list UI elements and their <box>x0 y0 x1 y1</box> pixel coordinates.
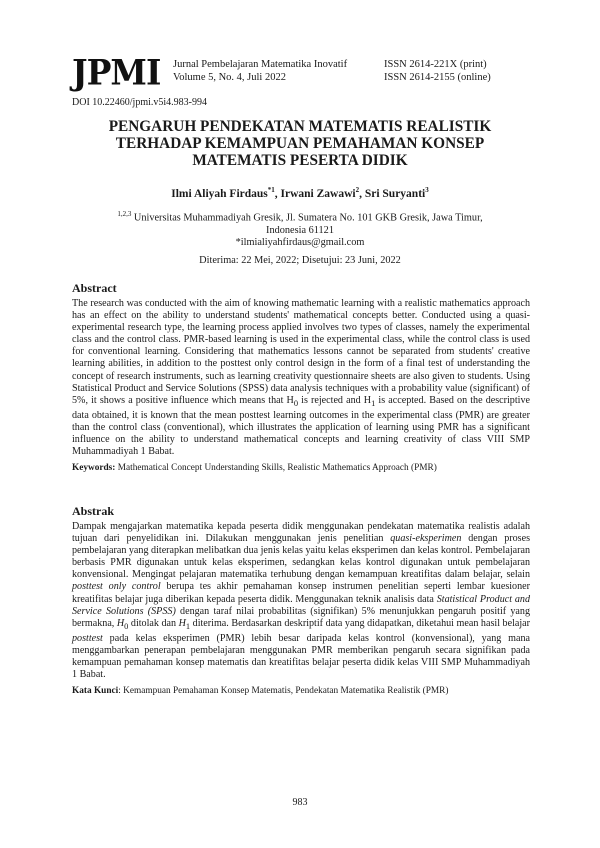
title-line: PENGARUH PENDEKATAN MATEMATIS REALISTIK <box>108 118 492 135</box>
abstrak-text: diterima. Berdasarkan deskriptif data yang didapatkan, diketahui mean hasil belajar <box>190 617 530 629</box>
title-line: MATEMATIS PESERTA DIDIK <box>192 152 408 169</box>
author: Sri Suryanti <box>364 187 426 200</box>
doi[interactable]: DOI 10.22460/jpmi.v5i4.983-994 <box>72 97 207 108</box>
abstrak-text: berupa tes akhir pemahaman konsep instrumen penelitian seperti lembar kuesioner kreatifitas belajar juga diberikan kepada peserta didik. Menggunakan teknik analisis data <box>72 581 530 605</box>
paper-title <box>80 118 520 169</box>
author-list <box>80 186 520 200</box>
separator: , <box>359 187 365 200</box>
italic-term: posttest only control <box>72 581 161 593</box>
affiliation-line <box>100 208 500 225</box>
issn-online: ISSN 2614-2155 (online) <box>384 72 491 83</box>
journal-logo: JPMI <box>72 52 161 93</box>
abstract-text: The research was conducted with the aim of knowing mathematic learning with a realistic mathematics approach has an effect on the ability to understand students' mathematical concepts better. Conducted using a quasi-experimental research type, the learning process applied involves two types of classes, namely the experimental class and the control class. PMR-based learning is used in the experimental class, while the control class is used for conventional learning. Considering that mathematics lessons cannot be separated from students' creative learning abilities, in addition to the posttest only control design in the form of a final test of understanding the concept of research instruments, such as learning creativity questionnaire sheets are also given to students. Using Statistical Product and Service Solutions (SPSS) data analysis techniques with a probability value (significant) of 5%, it shows a positive influence which means that H <box>72 298 530 406</box>
journal-header <box>72 52 542 95</box>
keywords-label: Keywords: <box>72 463 116 474</box>
subscript: 1 <box>185 621 191 631</box>
affiliation <box>100 208 500 250</box>
abstract-section <box>72 281 530 474</box>
author-sup: *1 <box>267 186 275 194</box>
issn-info <box>384 58 491 84</box>
affiliation-line: Indonesia 61121 <box>266 224 334 236</box>
author: Irwani Zawawi <box>280 187 356 200</box>
math-symbol: H <box>178 617 186 629</box>
author: Ilmi Aliyah Firdaus <box>171 187 268 200</box>
abstrak-body <box>72 521 530 681</box>
italic-term: quasi-eksperimen <box>390 533 462 545</box>
journal-name: Jurnal Pembelajaran Matematika Inovatif <box>173 59 348 70</box>
kata-kunci-text: : Kemampuan Pemahaman Konsep Matematis, Pendekatan Matematika Realistik (PMR) <box>118 686 449 697</box>
abstrak-section <box>72 504 530 697</box>
author-email[interactable]: *ilmialiyahfirdaus@gmail.com <box>235 237 365 249</box>
abstrak-text: ditolak dan <box>128 617 179 629</box>
issn-print: ISSN 2614-221X (print) <box>384 59 487 70</box>
keywords <box>72 462 530 474</box>
italic-term: Statistical Product and Service Solutions (SPSS) <box>72 593 530 617</box>
affiliation-text: Universitas Muhammadiyah Gresik, Jl. Sumatera No. 101 GKB Gresik, Jawa Timur, <box>131 212 483 224</box>
author-sup: 2 <box>355 186 360 194</box>
abstrak-text: Dampak mengajarkan matematika kepada peserta didik menggunakan pendekatan matematika realistis adalah tujuan dari penyelidikan ini. Dilakukan menggunakan jenis penelitian <box>72 521 530 545</box>
keywords-text: Mathematical Concept Understanding Skills, Realistic Mathematics Approach (PMR) <box>115 463 437 474</box>
subscript: 1 <box>371 398 376 408</box>
separator: , <box>274 187 281 200</box>
author-sup: 3 <box>425 186 429 194</box>
italic-term: posttest <box>72 632 103 644</box>
abstrak-text: pada kelas eksperimen (PMR) lebih besar daripada kelas kontrol (konvensional), yang mana menggambarkan penerapan pembelajaran menggunakan PMR memberikan pengaruh secara signifikan pada kemampuan pemahaman konsep matematis dan kreatifitas belajar peserta didik kelas VIII SMP Muhammadiyah 1 Babat. <box>72 632 530 681</box>
submission-dates: Diterima: 22 Mei, 2022; Disetujui: 23 Juni, 2022 <box>199 255 401 266</box>
page-number: 983 <box>292 797 308 808</box>
kata-kunci <box>72 685 530 697</box>
abstrak-text: dengan taraf nilai probabilitas (signifikan) 5% menunjukkan pengaruh positif yang bermakna, <box>72 605 530 629</box>
abstract-body <box>72 298 530 458</box>
abstract-text: is accepted. Based on the descriptive data obtained, it is known that the mean posttest learning outcomes in the experimental class (PMR) are greater than the control class (conventional), which illustrates the application of learning using PMR has a significant influence on the ability to understand mathematical concepts and learning creativity of class VIII SMP Muhammadiyah 1 Babat. <box>72 394 530 458</box>
subscript: 0 <box>293 398 299 408</box>
subscript: 0 <box>124 621 129 631</box>
abstrak-heading: Abstrak <box>72 504 115 518</box>
kata-kunci-label: Kata Kunci <box>72 686 119 697</box>
journal-info <box>173 58 347 84</box>
abstract-text: is rejected and H <box>298 394 372 406</box>
title-line: TERHADAP KEMAMPUAN PEMAHAMAN KONSEP <box>115 135 485 152</box>
abstract-heading: Abstract <box>72 281 117 295</box>
math-symbol: H <box>116 617 125 629</box>
journal-volume: Volume 5, No. 4, Juli 2022 <box>173 72 286 83</box>
affiliation-sup: 1,2,3 <box>117 210 132 218</box>
abstrak-text: dengan proses pembelajaran yang diterapkan melibatkan dua jenis kelas yaitu kelas eksperimen dan kelas kontrol. Pembelajaran berbasis PMR digunakan untuk kelas eksperimen, sedangkan kelas kontrol digunakan untuk pembelajaran konvensional. Mengingat pelajaran matematika terhubung dengan kemampuan kreatifitas dalam belajar, selain <box>72 533 530 581</box>
